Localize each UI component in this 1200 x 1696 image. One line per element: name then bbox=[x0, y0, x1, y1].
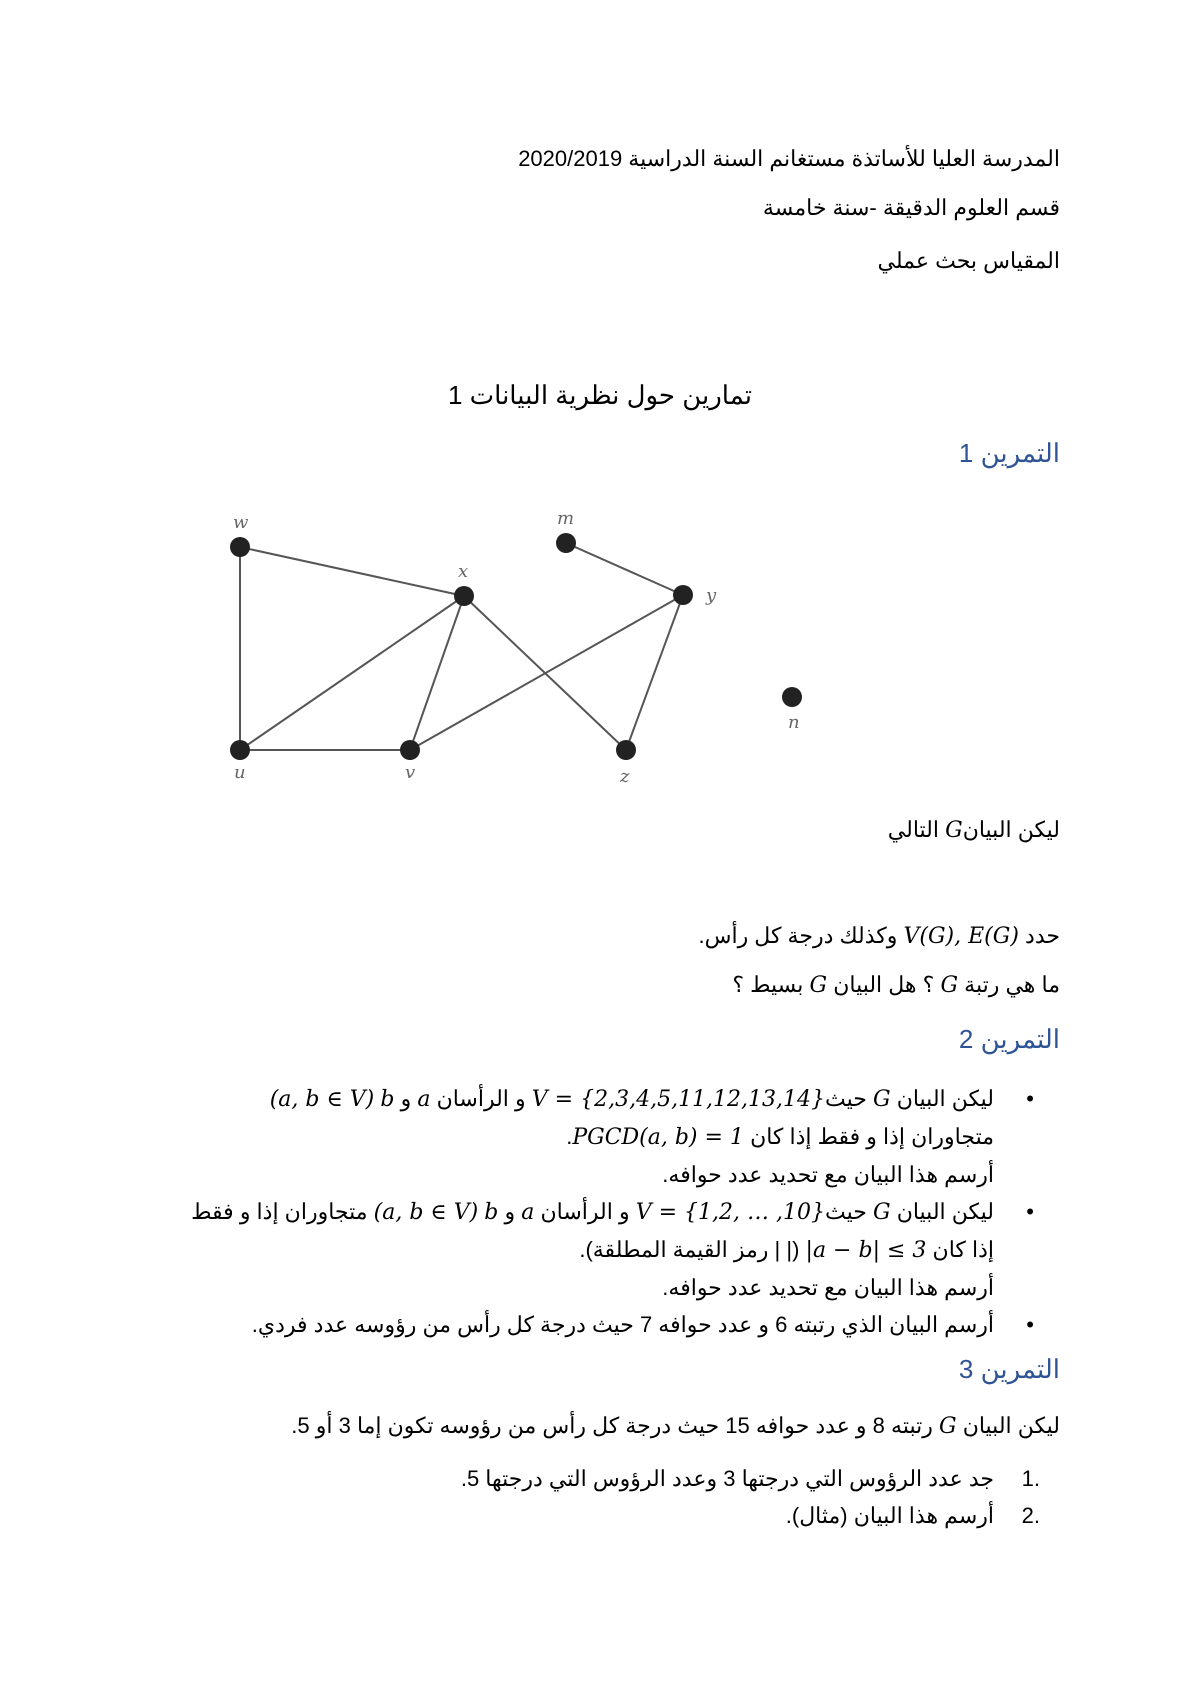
vertex-x bbox=[454, 586, 474, 606]
exercise-2-heading: التمرين 2 bbox=[958, 1024, 1060, 1054]
school-line: المدرسة العليا للأساتذة مستغانم السنة الدراسية 2020/2019 bbox=[518, 146, 1060, 171]
label-z: z bbox=[620, 766, 630, 787]
graph-figure bbox=[0, 510, 1200, 810]
ex2-bullet-2: • ليكن البيان G حيثV = {1,2, … ,10} و الرأسان a و b (a, b ∈ V) متجاوران إذا و فقط إذا كان |a − b| ≤ 3 (| | رمز القيمة المطلقة). أرسم هذا البيان مع تحديد عدد حوافه. bbox=[191, 1199, 1034, 1300]
ex3-item-2: 2. أرسم هذا البيان (مثال). bbox=[785, 1503, 1040, 1528]
ex2-list bbox=[140, 1080, 1040, 1343]
ex1-intro: ليكن البيانG التالي bbox=[887, 817, 1060, 843]
edge-y-z bbox=[626, 595, 683, 750]
label-v: v bbox=[405, 762, 416, 783]
label-x: x bbox=[458, 561, 469, 582]
edge-w-x bbox=[240, 547, 464, 596]
ex2-bullet-3: • أرسم البيان الذي رتبته 6 و عدد حوافه 7 حيث درجة كل رأس من رؤوسه عدد فردي. bbox=[251, 1312, 1034, 1337]
label-m: m bbox=[557, 510, 575, 529]
label-w: w bbox=[233, 512, 249, 533]
module-line: المقياس بحث عملي bbox=[877, 248, 1060, 273]
page-title: تمارين حول نظرية البيانات 1 bbox=[447, 380, 752, 410]
label-u: u bbox=[234, 762, 246, 783]
edge-x-v bbox=[410, 596, 464, 750]
ex2-bullet-1: • ليكن البيان G حيثV = {2,3,4,5,11,12,13,14} و الرأسان a و b (a, b ∈ V) متجاوران إذا و فقط إذا كان PGCD(a, b) = 1. أرسم هذا البيان مع تحديد عدد حوافه. bbox=[269, 1086, 1034, 1187]
edge-x-u bbox=[240, 596, 464, 750]
ex1-question-1: حدد V(G), E(G) وكذلك درجة كل رأس. bbox=[698, 923, 1060, 949]
edge-v-y bbox=[410, 595, 683, 750]
ex3-intro: ليكن البيان G رتبته 8 و عدد حوافه 15 حيث درجة كل رأس من رؤوسه تكون إما 3 أو 5. bbox=[291, 1413, 1060, 1439]
ex3-item-1: 1. جد عدد الرؤوس التي درجتها 3 وعدد الرؤوس التي درجتها 5. bbox=[460, 1466, 1040, 1491]
vertex-n bbox=[782, 687, 802, 707]
edge-m-y bbox=[566, 543, 683, 595]
vertex-z bbox=[616, 740, 636, 760]
ex1-question-2: ما هي رتبة G ؟ هل البيان G بسيط ؟ bbox=[732, 972, 1060, 998]
vertex-w bbox=[230, 537, 250, 557]
label-y: y bbox=[706, 585, 717, 606]
exercise-1-heading: التمرين 1 bbox=[958, 438, 1060, 468]
vertex-m bbox=[556, 533, 576, 553]
label-n: n bbox=[788, 712, 800, 733]
vertex-y bbox=[673, 585, 693, 605]
vertex-u bbox=[230, 740, 250, 760]
ex3-list bbox=[140, 1460, 1040, 1534]
department-line: قسم العلوم الدقيقة -سنة خامسة bbox=[762, 195, 1060, 220]
exercise-3-heading: التمرين 3 bbox=[958, 1354, 1060, 1384]
vertex-v bbox=[400, 740, 420, 760]
